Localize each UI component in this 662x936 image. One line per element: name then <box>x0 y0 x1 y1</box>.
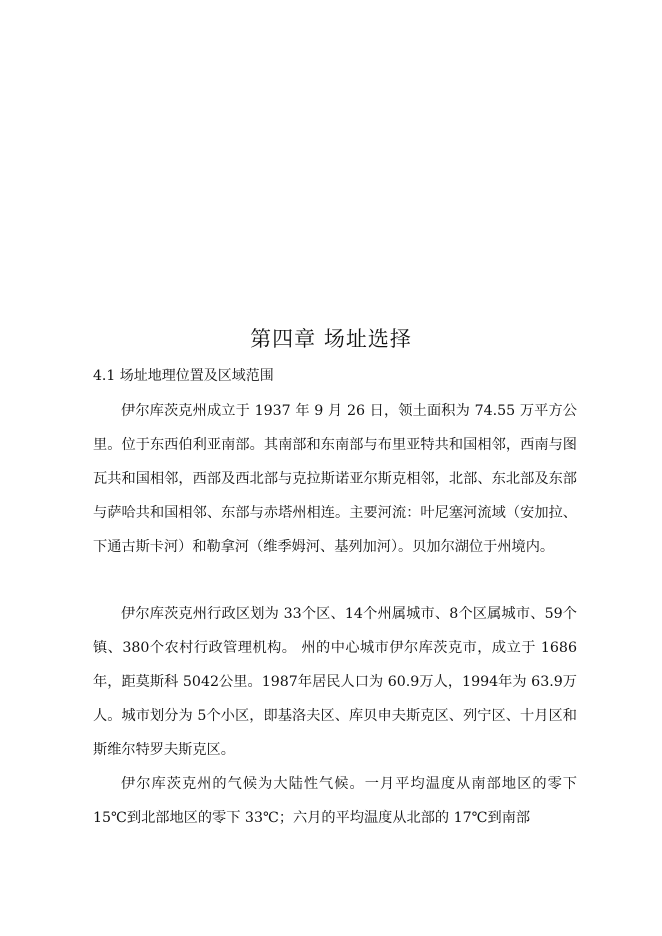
paragraph-administration: 伊尔库茨克州行政区划为 33个区、14个州属城市、8个区属城市、59个镇、380个农村行政管理机构。 州的中心城市伊尔库茨克市，成立于 1686年，距莫斯科 5042公里。1987年居民人口为 60.9万人，1994年为 63.9万人。城市划分为 5个小区，即基洛夫区、库贝申夫斯克区、列宁区、十月区和斯维尔特罗夫斯克区。 <box>93 606 577 758</box>
chapter-title: 第四章 场址选择 <box>250 327 412 351</box>
section-heading: 4.1 场址地理位置及区域范围 <box>93 368 274 384</box>
paragraph-climate: 伊尔库茨克州的气候为大陆性气候。一月平均温度从南部地区的零下15℃到北部地区的零下 33℃；六月的平均温度从北部的 17℃到南部 <box>93 776 577 826</box>
paragraph-geography: 伊尔库茨克州成立于 1937 年 9 月 26 日，领土面积为 74.55 万平方公里。位于东西伯利亚南部。其南部和东南部与布里亚特共和国相邻，西南与图瓦共和国相邻，西部及西北部与克拉斯诺亚尔斯克相邻，北部、东北部及东部与萨哈共和国相邻、东部与赤塔州相连。主要河流：叶尼塞河流域（安加拉、下通古斯卡河）和勒拿河（维季姆河、基列加河）。贝加尔湖位于州境内。 <box>93 403 577 555</box>
